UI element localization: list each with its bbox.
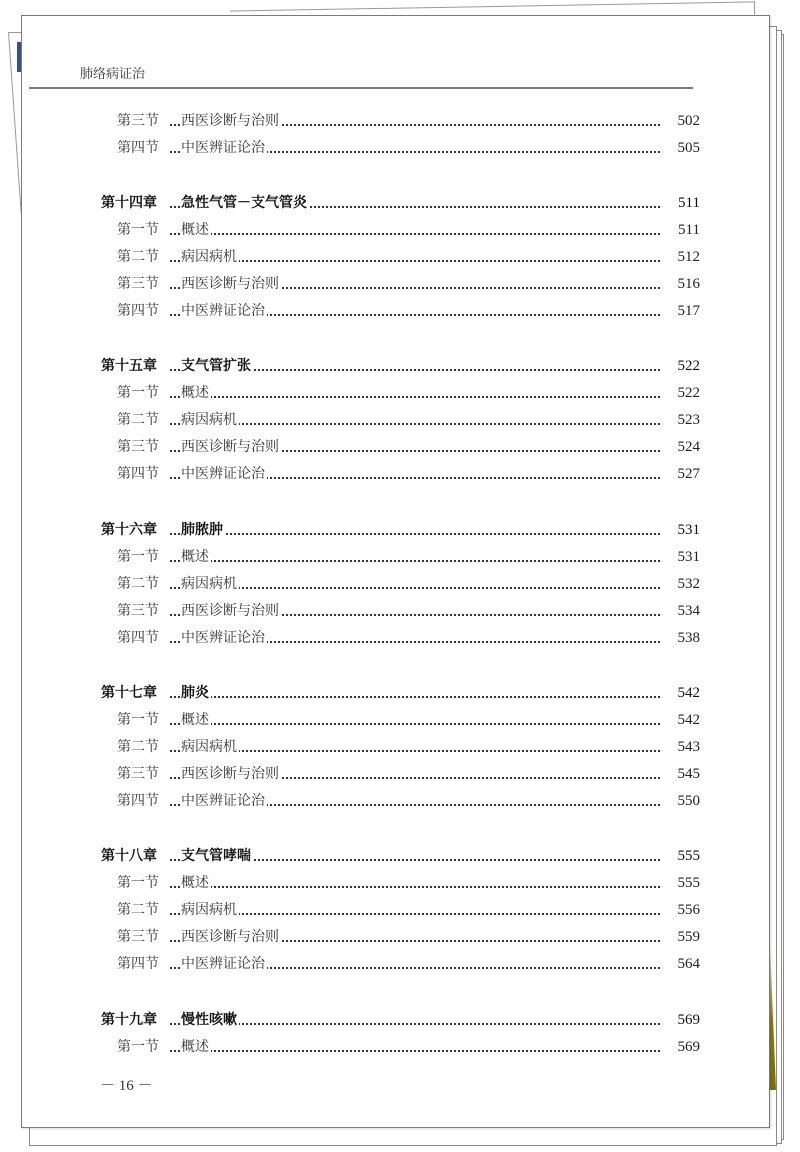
toc-entry-page: 564: [666, 953, 700, 975]
toc-entry-number: 第四节: [117, 140, 159, 156]
toc-entry-number: 第二节: [117, 902, 159, 918]
toc-section-entry[interactable]: [0, 763, 800, 785]
toc-entry-number: 第四节: [117, 956, 159, 972]
toc-entry-page: 555: [666, 872, 700, 894]
dot-leader: [170, 519, 660, 541]
toc-entry-page: 522: [666, 382, 700, 404]
toc-entry-page: 527: [666, 463, 700, 485]
toc-section-entry[interactable]: [0, 709, 800, 731]
toc-section-entry[interactable]: [0, 926, 800, 948]
toc-entry-title: 病因病机: [181, 246, 239, 268]
toc-entry-number: 第一节: [117, 712, 159, 728]
toc-entry-page: 511: [666, 192, 700, 214]
toc-entry-page: 559: [666, 926, 700, 948]
toc-entry-title: 中医辨证论治: [181, 790, 267, 812]
toc-entry-number: 第一节: [117, 222, 159, 238]
toc-entry-title: 急性气管－支气管炎: [181, 192, 309, 214]
toc-entry-page: 538: [666, 627, 700, 649]
dot-leader: [170, 1036, 660, 1058]
toc-entry-page: 532: [666, 573, 700, 595]
toc-entry-page: 522: [666, 355, 700, 377]
toc-entry-number: 第二节: [117, 412, 159, 428]
toc-section-entry[interactable]: [0, 790, 800, 812]
toc-chapter-entry[interactable]: [0, 519, 800, 541]
toc-entry-page: 543: [666, 736, 700, 758]
toc-entry-page: 524: [666, 436, 700, 458]
toc-entry-title: 病因病机: [181, 736, 239, 758]
toc-chapter-entry[interactable]: [0, 682, 800, 704]
toc-entry-title: 西医诊断与治则: [181, 436, 281, 458]
toc-entry-title: 西医诊断与治则: [181, 926, 281, 948]
toc-entry-title: 中医辨证论治: [181, 627, 267, 649]
dot-leader: [170, 546, 660, 568]
toc-section-entry[interactable]: [0, 300, 800, 322]
dot-leader: [170, 246, 660, 268]
toc-entry-title: 西医诊断与治则: [181, 763, 281, 785]
dot-leader: [170, 1009, 660, 1031]
toc-entry-number: 第十六章: [101, 522, 157, 538]
toc-entry-page: 531: [666, 519, 700, 541]
toc-entry-title: 支气管扩张: [181, 355, 253, 377]
toc-section-entry[interactable]: [0, 953, 800, 975]
toc-entry-title: 肺脓肿: [181, 519, 225, 541]
toc-entry-number: 第三节: [117, 929, 159, 945]
toc-section-entry[interactable]: [0, 573, 800, 595]
toc-entry-number: 第二节: [117, 249, 159, 265]
toc-entry-page: 516: [666, 273, 700, 295]
toc-entry-page: 505: [666, 137, 700, 159]
toc-entry-title: 中医辨证论治: [181, 300, 267, 322]
toc-entry-number: 第十八章: [101, 848, 157, 864]
toc-entry-page: 542: [666, 709, 700, 731]
toc-section-entry[interactable]: [0, 409, 800, 431]
toc-entry-number: 第二节: [117, 576, 159, 592]
dot-leader: [170, 899, 660, 921]
toc-section-entry[interactable]: [0, 546, 800, 568]
toc-section-entry[interactable]: [0, 463, 800, 485]
toc-entry-page: 542: [666, 682, 700, 704]
dot-leader: [170, 709, 660, 731]
toc-entry-number: 第十四章: [101, 195, 157, 211]
toc-entry-title: 概述: [181, 872, 211, 894]
toc-entry-title: 慢性咳嗽: [181, 1009, 239, 1031]
toc-entry-title: 概述: [181, 219, 211, 241]
dot-leader: [170, 219, 660, 241]
header-rule: [29, 87, 693, 89]
dot-leader: [170, 573, 660, 595]
toc-entry-number: 第三节: [117, 439, 159, 455]
toc-entry-page: 569: [666, 1009, 700, 1031]
toc-section-entry[interactable]: [0, 137, 800, 159]
toc-entry-page: 545: [666, 763, 700, 785]
toc-entry-title: 概述: [181, 546, 211, 568]
toc-entry-number: 第二节: [117, 739, 159, 755]
toc-entry-number: 第一节: [117, 549, 159, 565]
toc-entry-number: 第十七章: [101, 685, 157, 701]
toc-entry-title: 支气管哮喘: [181, 845, 253, 867]
toc-section-entry[interactable]: [0, 273, 800, 295]
toc-entry-title: 西医诊断与治则: [181, 273, 281, 295]
toc-entry-page: 569: [666, 1036, 700, 1058]
toc-entry-number: 第四节: [117, 466, 159, 482]
toc-chapter-entry[interactable]: [0, 192, 800, 214]
toc-chapter-entry[interactable]: [0, 845, 800, 867]
dot-leader: [170, 736, 660, 758]
toc-section-entry[interactable]: [0, 899, 800, 921]
toc-entry-number: 第十九章: [101, 1012, 157, 1028]
toc-entry-page: 555: [666, 845, 700, 867]
toc-chapter-entry[interactable]: [0, 355, 800, 377]
toc-entry-page: 556: [666, 899, 700, 921]
dot-leader: [170, 409, 660, 431]
toc-entry-number: 第三节: [117, 276, 159, 292]
toc-entry-page: 550: [666, 790, 700, 812]
toc-entry-number: 第十五章: [101, 358, 157, 374]
toc-entry-number: 第四节: [117, 793, 159, 809]
toc-entry-title: 西医诊断与治则: [181, 600, 281, 622]
toc-section-entry[interactable]: [0, 246, 800, 268]
toc-entry-page: 534: [666, 600, 700, 622]
toc-entry-page: 531: [666, 546, 700, 568]
toc-entry-page: 511: [666, 219, 700, 241]
toc-entry-title: 概述: [181, 1036, 211, 1058]
toc-section-entry[interactable]: [0, 219, 800, 241]
toc-section-entry[interactable]: [0, 436, 800, 458]
dot-leader: [170, 382, 660, 404]
toc-section-entry[interactable]: [0, 382, 800, 404]
toc-entry-number: 第三节: [117, 603, 159, 619]
toc-entry-number: 第一节: [117, 385, 159, 401]
toc-entry-page: 517: [666, 300, 700, 322]
toc-entry-number: 第四节: [117, 303, 159, 319]
toc-entry-page: 512: [666, 246, 700, 268]
toc-entry-title: 中医辨证论治: [181, 137, 267, 159]
toc-entry-number: 第三节: [117, 766, 159, 782]
toc-entry-title: 中医辨证论治: [181, 953, 267, 975]
toc-entry-page: 502: [666, 110, 700, 132]
toc-section-entry[interactable]: [0, 736, 800, 758]
toc-entry-number: 第四节: [117, 630, 159, 646]
toc-entry-title: 中医辨证论治: [181, 463, 267, 485]
toc-section-entry[interactable]: [0, 872, 800, 894]
running-head-title: 肺络病证治: [80, 67, 146, 82]
toc-chapter-entry[interactable]: [0, 1009, 800, 1031]
toc-entry-title: 病因病机: [181, 899, 239, 921]
toc-entry-title: 西医诊断与治则: [181, 110, 281, 132]
toc-entry-title: 概述: [181, 382, 211, 404]
page-number: － 16 －: [100, 1078, 153, 1094]
toc-entry-title: 概述: [181, 709, 211, 731]
toc-section-entry[interactable]: [0, 110, 800, 132]
toc-section-entry[interactable]: [0, 1036, 800, 1058]
toc-entry-title: 病因病机: [181, 573, 239, 595]
toc-entry-page: 523: [666, 409, 700, 431]
toc-entry-number: 第一节: [117, 1039, 159, 1055]
toc-section-entry[interactable]: [0, 627, 800, 649]
toc-entry-title: 病因病机: [181, 409, 239, 431]
toc-section-entry[interactable]: [0, 600, 800, 622]
dot-leader: [170, 872, 660, 894]
toc-entry-number: 第一节: [117, 875, 159, 891]
toc-entry-number: 第三节: [117, 113, 159, 129]
dot-leader: [170, 682, 660, 704]
toc-entry-title: 肺炎: [181, 682, 211, 704]
